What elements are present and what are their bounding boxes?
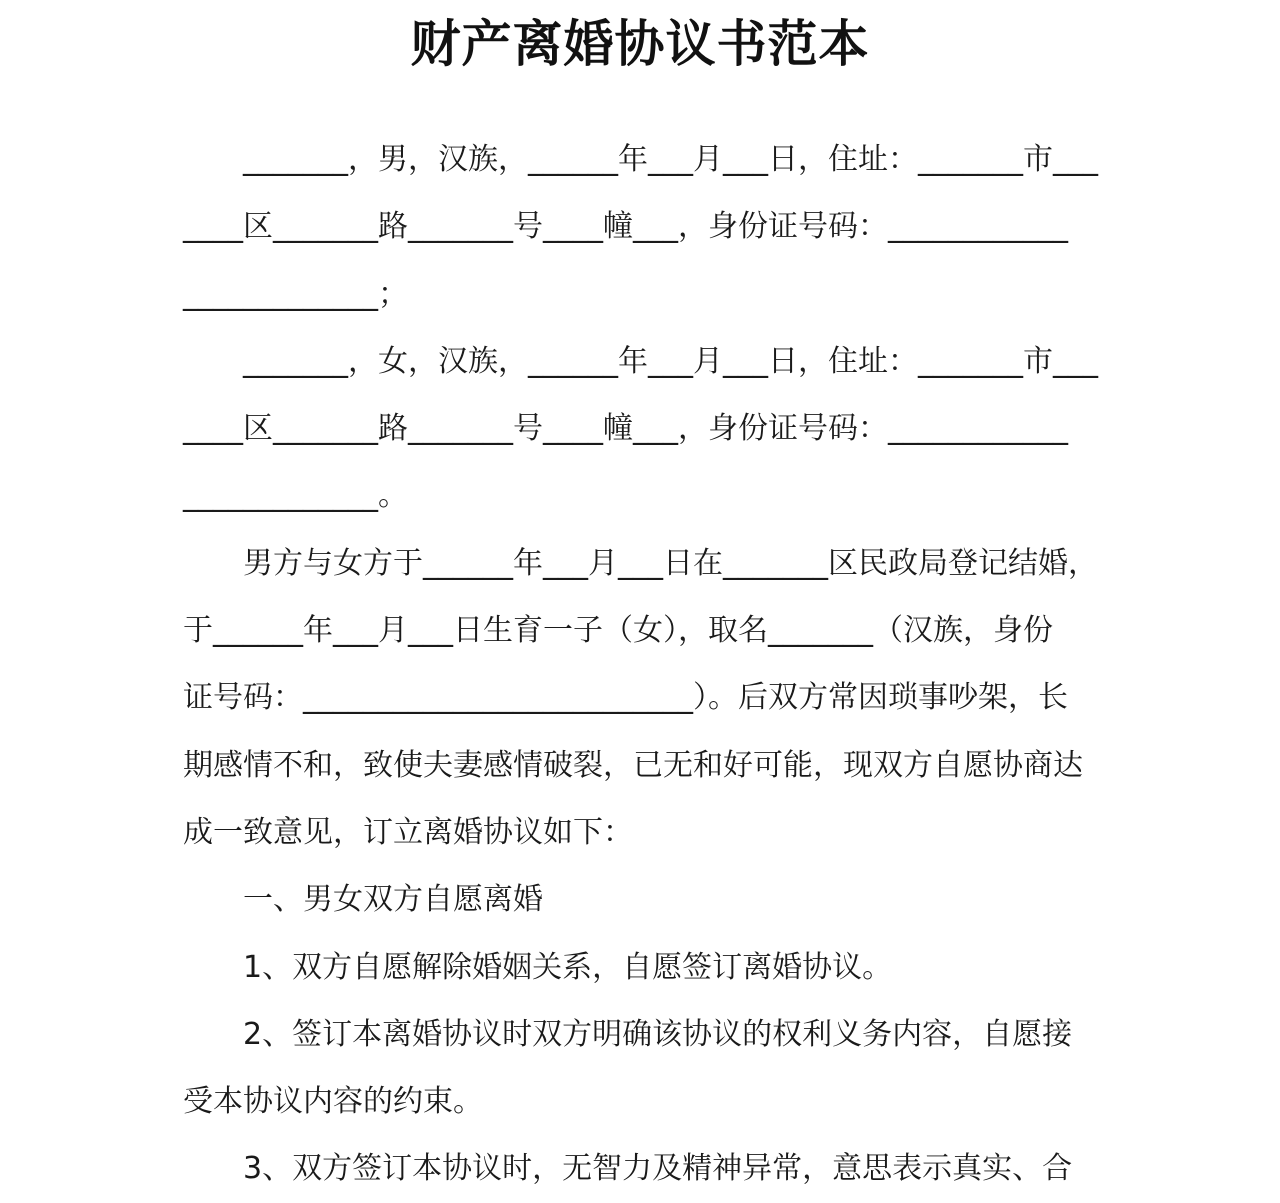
clause-1: 1、双方自愿解除婚姻关系，自愿签订离婚协议。 (243, 949, 893, 985)
section-heading-voluntary-divorce: 一、男女双方自愿离婚 (243, 882, 543, 918)
document-title: 财产离婚协议书范本 (410, 15, 870, 73)
paragraph-male-party: _______，男，汉族，______年___月___日，住址：_______市___ ____区_______路_______号____幢___，身份证号码：____________ _____________； (183, 142, 1098, 312)
clause-2: 2、签订本离婚协议时双方明确该协议的权利义务内容，自愿接 受本协议内容的约束。 (183, 1016, 1073, 1120)
paragraph-female-party: _______，女，汉族，______年___月___日，住址：_______市___ ____区_______路_______号____幢___，身份证号码：____________ _____________。 (183, 343, 1098, 514)
document-body (183, 126, 1101, 1203)
clause-3: 3、双方签订本协议时，无智力及精神异常，意思表示真实、合 (243, 1151, 1073, 1187)
paragraph-marriage-background: 男方与女方于______年___月___日在_______区民政局登记结婚， 于______年___月___日生育一子（女），取名_______（汉族，身份 证号码：__________________________）。后双方常因琐事吵架，长 期感情不和，致使夫妻感情破裂，已无和好可能，现双方自愿协商达 成一致意见，订立离婚协议如下： (183, 545, 1098, 850)
